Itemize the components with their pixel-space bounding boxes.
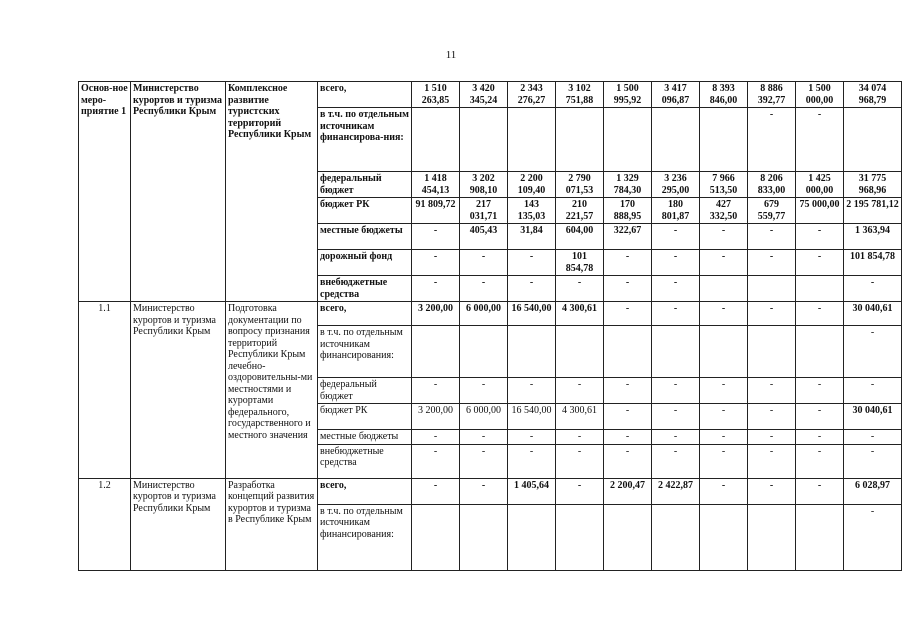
year-value-cell: - <box>700 378 748 404</box>
table-row <box>79 478 902 504</box>
year-value-cell: 31,84 <box>508 224 556 250</box>
year-value-cell: 210 221,57 <box>556 198 604 224</box>
funding-source-label: всего, <box>318 478 412 504</box>
year-value-cell: - <box>412 276 460 302</box>
year-value-cell: - <box>412 224 460 250</box>
year-value-cell <box>508 108 556 172</box>
year-value-cell: - <box>460 478 508 504</box>
year-value-cell <box>556 108 604 172</box>
year-value-cell: - <box>748 430 796 445</box>
year-value-cell: - <box>700 404 748 430</box>
year-value-cell: - <box>748 378 796 404</box>
table-row <box>79 82 902 108</box>
year-value-cell <box>508 504 556 570</box>
activity-name: Подготовка документации по вопросу признания территорий Республики Крым лечебно-оздоровительны-ми местностями и курортами федерального, государственного и местного значения <box>226 302 318 479</box>
year-value-cell: 6 000,00 <box>460 302 508 326</box>
year-value-cell: 3 102 751,88 <box>556 82 604 108</box>
year-value-cell: - <box>748 444 796 478</box>
executor-cell: Министерство курортов и туризма Республики Крым <box>131 478 226 570</box>
year-value-cell: - <box>556 378 604 404</box>
year-value-cell <box>652 504 700 570</box>
year-value-cell: 91 809,72 <box>412 198 460 224</box>
year-value-cell: - <box>652 224 700 250</box>
total-cell: - <box>844 326 902 378</box>
total-cell: - <box>844 504 902 570</box>
executor-cell: Министерство курортов и туризма Республики Крым <box>131 302 226 479</box>
year-value-cell <box>460 108 508 172</box>
activity-name: Разработка концепций развития курортов и туризма в Республике Крым <box>226 478 318 570</box>
year-value-cell: - <box>652 430 700 445</box>
year-value-cell: 7 966 513,50 <box>700 172 748 198</box>
year-value-cell: - <box>700 224 748 250</box>
year-value-cell: - <box>652 404 700 430</box>
budget-table <box>78 81 902 571</box>
year-value-cell: - <box>652 302 700 326</box>
year-value-cell: 1 500 995,92 <box>604 82 652 108</box>
year-value-cell: 8 886 392,77 <box>748 82 796 108</box>
year-value-cell: - <box>796 302 844 326</box>
year-value-cell: - <box>748 478 796 504</box>
year-value-cell: 180 801,87 <box>652 198 700 224</box>
year-value-cell <box>748 276 796 302</box>
funding-source-label: в т.ч. по отдельным источникам финансирова-ния: <box>318 108 412 172</box>
year-value-cell <box>412 108 460 172</box>
funding-source-label: бюджет РК <box>318 404 412 430</box>
year-value-cell: 3 202 908,10 <box>460 172 508 198</box>
year-value-cell: 217 031,71 <box>460 198 508 224</box>
year-value-cell: - <box>412 250 460 276</box>
year-value-cell: 3 200,00 <box>412 404 460 430</box>
year-value-cell: 4 300,61 <box>556 302 604 326</box>
year-value-cell: 1 405,64 <box>508 478 556 504</box>
total-cell: - <box>844 444 902 478</box>
year-value-cell: - <box>748 302 796 326</box>
year-value-cell: 2 343 276,27 <box>508 82 556 108</box>
year-value-cell: - <box>796 444 844 478</box>
year-value-cell: - <box>508 378 556 404</box>
total-cell: - <box>844 378 902 404</box>
year-value-cell: 1 425 000,00 <box>796 172 844 198</box>
year-value-cell <box>700 326 748 378</box>
total-cell: 30 040,61 <box>844 404 902 430</box>
year-value-cell: - <box>748 250 796 276</box>
year-value-cell <box>460 504 508 570</box>
total-cell <box>844 108 902 172</box>
year-value-cell: - <box>604 276 652 302</box>
year-value-cell <box>748 326 796 378</box>
year-value-cell: - <box>412 444 460 478</box>
year-value-cell: - <box>700 430 748 445</box>
year-value-cell: - <box>508 250 556 276</box>
year-value-cell: - <box>748 224 796 250</box>
year-value-cell: - <box>700 444 748 478</box>
year-value-cell: - <box>796 108 844 172</box>
year-value-cell <box>652 326 700 378</box>
year-value-cell: 3 417 096,87 <box>652 82 700 108</box>
year-value-cell: 2 790 071,53 <box>556 172 604 198</box>
total-cell: 2 195 781,12 <box>844 198 902 224</box>
activity-name: Комплексное развитие туристских территорий Республики Крым <box>226 82 318 302</box>
year-value-cell: 1 500 000,00 <box>796 82 844 108</box>
year-value-cell: 322,67 <box>604 224 652 250</box>
executor-cell: Министерство курортов и туризма Республики Крым <box>131 82 226 302</box>
year-value-cell <box>604 504 652 570</box>
funding-source-label: всего, <box>318 302 412 326</box>
total-cell: - <box>844 430 902 445</box>
funding-source-label: всего, <box>318 82 412 108</box>
year-value-cell: - <box>604 302 652 326</box>
funding-source-label: местные бюджеты <box>318 430 412 445</box>
year-value-cell <box>604 326 652 378</box>
year-value-cell: - <box>748 404 796 430</box>
year-value-cell: 3 200,00 <box>412 302 460 326</box>
year-value-cell: 3 420 345,24 <box>460 82 508 108</box>
year-value-cell: 2 422,87 <box>652 478 700 504</box>
year-value-cell <box>556 504 604 570</box>
year-value-cell <box>700 276 748 302</box>
year-value-cell: 101 854,78 <box>556 250 604 276</box>
year-value-cell: 2 200,47 <box>604 478 652 504</box>
year-value-cell: - <box>796 250 844 276</box>
year-value-cell: - <box>796 404 844 430</box>
year-value-cell: - <box>412 378 460 404</box>
total-cell: 30 040,61 <box>844 302 902 326</box>
year-value-cell: 170 888,95 <box>604 198 652 224</box>
year-value-cell: - <box>508 276 556 302</box>
year-value-cell: - <box>556 430 604 445</box>
table-row <box>79 302 902 326</box>
year-value-cell: - <box>796 378 844 404</box>
year-value-cell: - <box>604 250 652 276</box>
year-value-cell <box>604 108 652 172</box>
year-value-cell: 8 393 846,00 <box>700 82 748 108</box>
year-value-cell: - <box>460 430 508 445</box>
year-value-cell: 3 236 295,00 <box>652 172 700 198</box>
year-value-cell: - <box>652 276 700 302</box>
year-value-cell: 75 000,00 <box>796 198 844 224</box>
year-value-cell: - <box>652 250 700 276</box>
total-cell: - <box>844 276 902 302</box>
year-value-cell: - <box>460 250 508 276</box>
year-value-cell <box>748 504 796 570</box>
year-value-cell: 8 206 833,00 <box>748 172 796 198</box>
year-value-cell: 16 540,00 <box>508 404 556 430</box>
year-value-cell <box>652 108 700 172</box>
page-number: 11 <box>445 49 457 61</box>
year-value-cell: 1 510 263,85 <box>412 82 460 108</box>
year-value-cell: - <box>700 250 748 276</box>
year-value-cell: - <box>412 478 460 504</box>
year-value-cell: - <box>652 444 700 478</box>
year-value-cell: - <box>796 224 844 250</box>
year-value-cell: - <box>508 444 556 478</box>
total-cell: 34 074 968,79 <box>844 82 902 108</box>
year-value-cell <box>796 276 844 302</box>
year-value-cell: - <box>604 430 652 445</box>
year-value-cell: 143 135,03 <box>508 198 556 224</box>
funding-source-label: дорожный фонд <box>318 250 412 276</box>
funding-source-label: бюджет РК <box>318 198 412 224</box>
year-value-cell <box>700 504 748 570</box>
year-value-cell: 6 000,00 <box>460 404 508 430</box>
year-value-cell: 4 300,61 <box>556 404 604 430</box>
year-value-cell <box>700 108 748 172</box>
year-value-cell <box>556 326 604 378</box>
year-value-cell: - <box>460 378 508 404</box>
year-value-cell: - <box>604 444 652 478</box>
year-value-cell: - <box>412 430 460 445</box>
year-value-cell: - <box>604 378 652 404</box>
year-value-cell <box>460 326 508 378</box>
funding-source-label: в т.ч. по отдельным источникам финансирования: <box>318 326 412 378</box>
year-value-cell: - <box>604 404 652 430</box>
year-value-cell: - <box>556 276 604 302</box>
funding-source-label: федеральный бюджет <box>318 378 412 404</box>
year-value-cell: - <box>460 276 508 302</box>
total-cell: 1 363,94 <box>844 224 902 250</box>
year-value-cell: 1 418 454,13 <box>412 172 460 198</box>
year-value-cell: 16 540,00 <box>508 302 556 326</box>
funding-source-label: внебюджетные средства <box>318 276 412 302</box>
year-value-cell <box>508 326 556 378</box>
funding-source-label: в т.ч. по отдельным источникам финансирования: <box>318 504 412 570</box>
year-value-cell: 405,43 <box>460 224 508 250</box>
year-value-cell: - <box>460 444 508 478</box>
year-value-cell: - <box>556 444 604 478</box>
year-value-cell <box>412 504 460 570</box>
year-value-cell <box>412 326 460 378</box>
total-cell: 31 775 968,96 <box>844 172 902 198</box>
year-value-cell: 1 329 784,30 <box>604 172 652 198</box>
year-value-cell: - <box>556 478 604 504</box>
total-cell: 101 854,78 <box>844 250 902 276</box>
funding-source-label: федеральный бюджет <box>318 172 412 198</box>
year-value-cell: - <box>700 478 748 504</box>
activity-code: 1.2 <box>79 478 131 570</box>
funding-source-label: внебюджетные средства <box>318 444 412 478</box>
year-value-cell <box>796 326 844 378</box>
year-value-cell: 604,00 <box>556 224 604 250</box>
funding-source-label: местные бюджеты <box>318 224 412 250</box>
year-value-cell: - <box>508 430 556 445</box>
activity-code: 1.1 <box>79 302 131 479</box>
year-value-cell: - <box>700 302 748 326</box>
year-value-cell: - <box>796 430 844 445</box>
activity-code: Основ-ное меро-приятие 1 <box>79 82 131 302</box>
total-cell: 6 028,97 <box>844 478 902 504</box>
year-value-cell: 2 200 109,40 <box>508 172 556 198</box>
year-value-cell <box>796 504 844 570</box>
year-value-cell: 427 332,50 <box>700 198 748 224</box>
year-value-cell: - <box>748 108 796 172</box>
year-value-cell: - <box>652 378 700 404</box>
year-value-cell: - <box>796 478 844 504</box>
year-value-cell: 679 559,77 <box>748 198 796 224</box>
